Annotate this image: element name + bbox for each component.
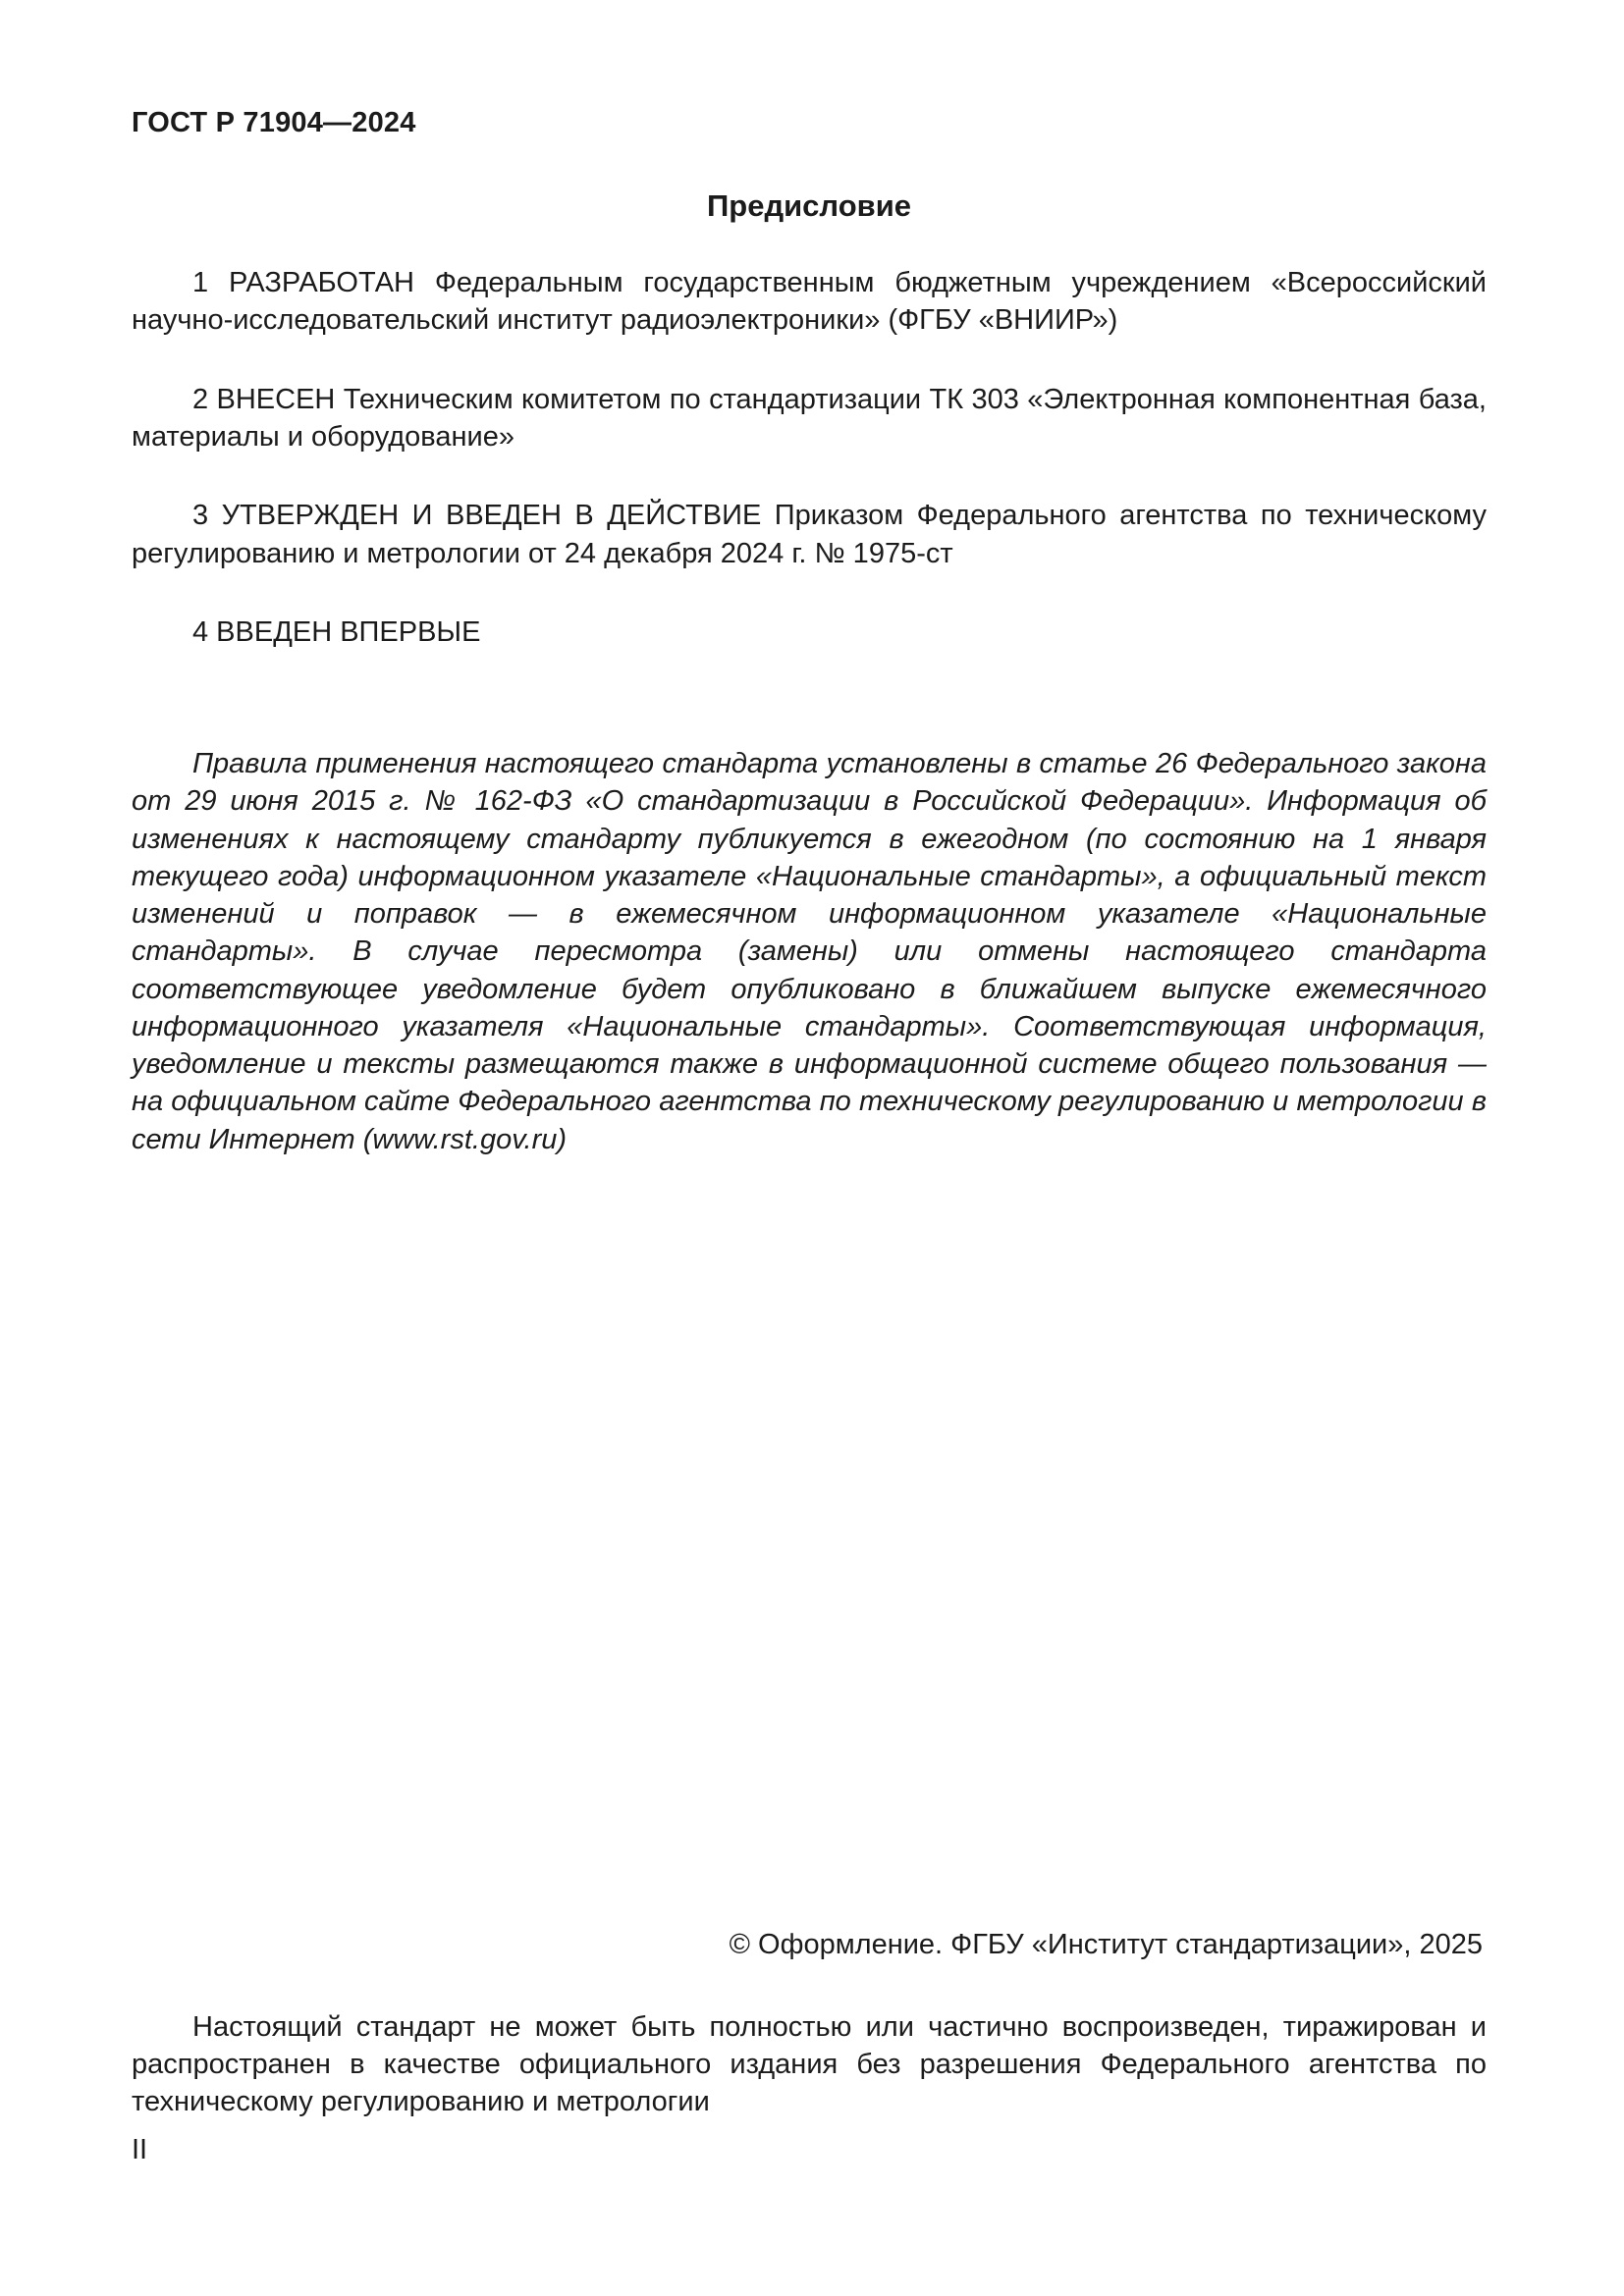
page-title: Предисловие (706, 188, 911, 224)
foreword-item-3: 3 УТВЕРЖДЕН И ВВЕДЕН В ДЕЙСТВИЕ Приказом Федерального агентства по техническому регулированию и метрологии от 24 декабря 2024 г. № 1975-ст (132, 500, 1487, 569)
vertical-spacer (132, 1158, 1487, 1926)
page-footer (132, 1926, 1487, 2168)
reproduction-restriction: Настоящий стандарт не может быть полностью или частично воспроизведен, тиражирован и распространен в качестве официального издания без разрешения Федерального агентства по техническому регулированию и метрологии (132, 2010, 1487, 2118)
copyright-notice: © Оформление. ФГБУ «Институт стандартизации», 2025 (729, 1928, 1483, 1960)
foreword-item-4: 4 ВВЕДЕН ВПЕРВЫЕ (192, 615, 481, 648)
page-number: II (132, 2133, 148, 2165)
standard-designation: ГОСТ Р 71904—2024 (132, 107, 416, 138)
application-rules-text: Правила применения настоящего стандарта установлены в статье 26 Федерального закона от 29 июня 2015 г. № 162-ФЗ «О стандартизации в Российской Федерации». Информация об изменениях к настоящему стандарту публикуется в ежегодном (по состоянию на 1 января текущего года) информационном указателе «Национальные стандарты», а официальный текст изменений и поправок — в ежемесячном информационном указателе «Национальные стандарты». В случае пересмотра (замены) или отмены настоящего стандарта соответствующее уведомление будет опубликовано в ближайшем выпуске ежемесячного информационного указателя «Национальные стандарты». Соответствующая информация, уведомление и тексты размещаются также в информационной системе общего пользования — на официальном сайте Федерального агентства по техническому регулированию и метрологии в сети Интернет (www.rst.gov.ru) (132, 748, 1487, 1155)
application-rules-block (132, 745, 1487, 1158)
foreword-item-1: 1 РАЗРАБОТАН Федеральным государственным бюджетным учреждением «Всероссийский научно-исследовательский институт радиоэлектроники» (ФГБУ «ВНИИР») (132, 267, 1487, 337)
foreword-item-2: 2 ВНЕСЕН Техническим комитетом по стандартизации ТК 303 «Электронная компонентная база, материалы и оборудование» (132, 383, 1487, 453)
